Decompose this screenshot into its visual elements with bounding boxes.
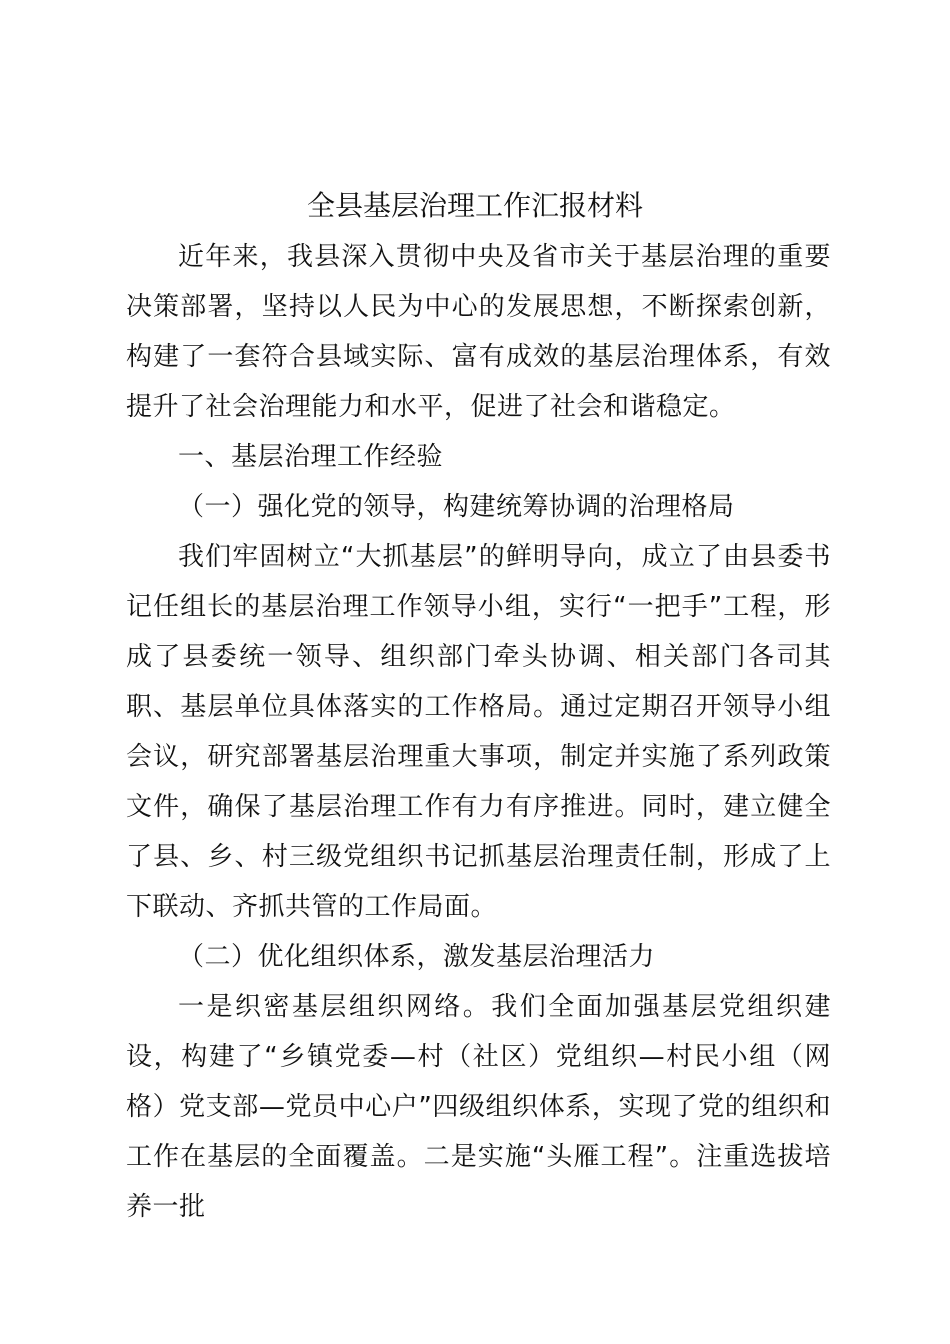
body-paragraph-2: 一是织密基层组织网络。我们全面加强基层党组织建设，构建了“乡镇党委—村（社区）党组织—村民小组（网格）党支部—党员中心户”四级组织体系，实现了党的组织和工作在基层的全面覆盖。二是实施“头雁工程”。注重选拔培养一批 bbox=[126, 992, 831, 1222]
intro-paragraph: 近年来，我县深入贯彻中央及省市关于基层治理的重要决策部署，坚持以人民为中心的发展思想，不断探索创新，构建了一套符合县域实际、富有成效的基层治理体系，有效提升了社会治理能力和水平，促进了社会和谐稳定。 bbox=[126, 242, 831, 422]
section-heading-1: 一、基层治理工作经验 bbox=[178, 442, 444, 472]
subsection-heading-2: （二）优化组织体系，激发基层治理活力 bbox=[178, 942, 656, 972]
document-body bbox=[126, 232, 831, 1232]
document-title: 全县基层治理工作汇报材料 bbox=[306, 189, 643, 222]
body-paragraph-1: 我们牢固树立“大抓基层”的鲜明导向，成立了由县委书记任组长的基层治理工作领导小组，实行“一把手”工程，形成了县委统一领导、组织部门牵头协调、相关部门各司其职、基层单位具体落实的工作格局。通过定期召开领导小组会议，研究部署基层治理重大事项，制定并实施了系列政策文件，确保了基层治理工作有力有序推进。同时，建立健全了县、乡、村三级党组织书记抓基层治理责任制，形成了上下联动、齐抓共管的工作局面。 bbox=[126, 542, 831, 922]
subsection-heading-1: （一）强化党的领导，构建统筹协调的治理格局 bbox=[178, 492, 735, 522]
